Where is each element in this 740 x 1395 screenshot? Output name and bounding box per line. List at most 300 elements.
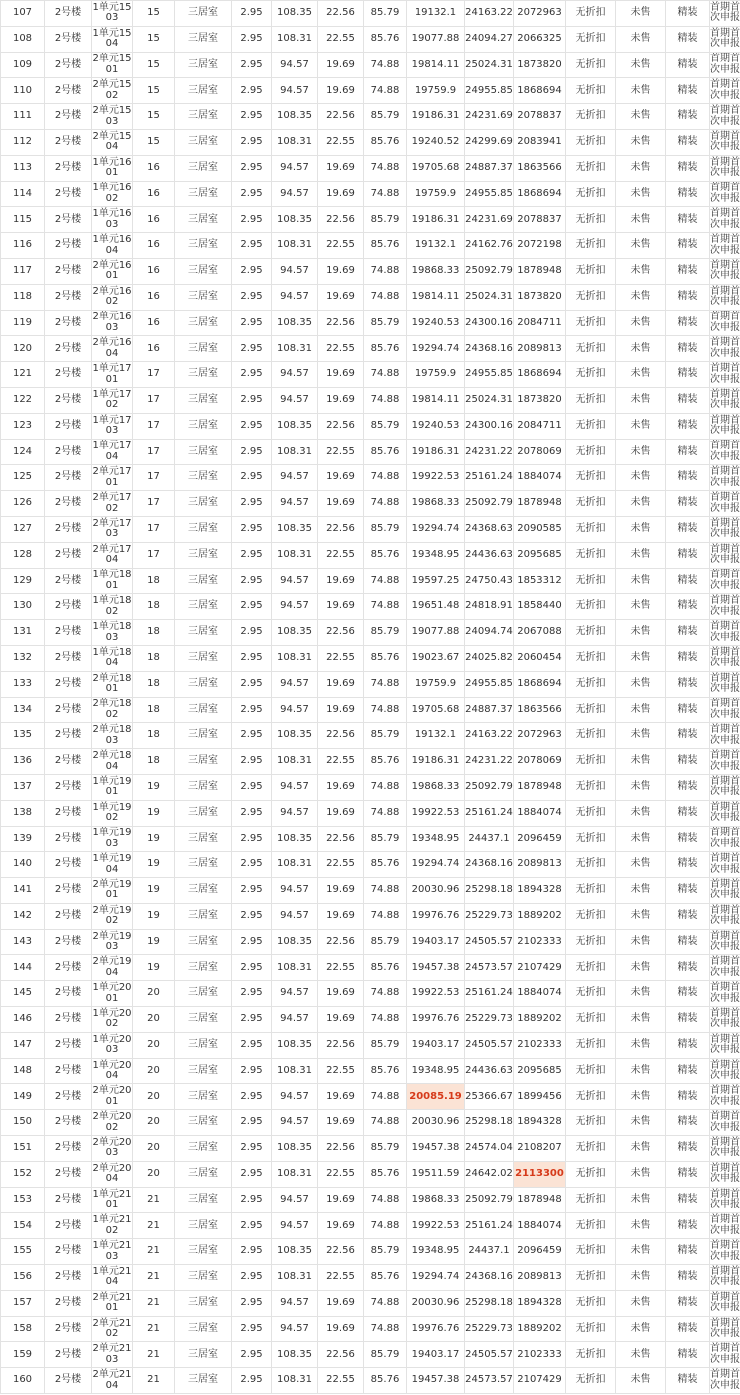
cell-filing-note: 首期首次申报	[710, 207, 740, 233]
cell-shared-area: 22.56	[318, 310, 364, 336]
cell-total-price: 1868694	[514, 362, 566, 388]
cell-row-no: 131	[1, 620, 45, 646]
cell-shared-area: 22.56	[318, 1239, 364, 1265]
cell-building: 2号楼	[45, 1058, 92, 1084]
cell-filing-note: 首期首次申报	[710, 1213, 740, 1239]
cell-discount: 无折扣	[566, 1110, 616, 1136]
table-row	[1, 800, 740, 826]
table-row	[1, 852, 740, 878]
table-row	[1, 129, 740, 155]
table-row	[1, 413, 740, 439]
cell-layout: 三居室	[175, 362, 232, 388]
cell-decoration: 精装	[666, 955, 710, 981]
cell-gross-area: 94.57	[272, 258, 318, 284]
cell-floor-height: 2.95	[232, 104, 272, 130]
cell-shared-area: 22.56	[318, 1342, 364, 1368]
cell-sale-status: 未售	[616, 594, 666, 620]
cell-total-price: 1899456	[514, 1084, 566, 1110]
cell-floor-height: 2.95	[232, 1368, 272, 1394]
cell-filing-note: 首期首次申报	[710, 362, 740, 388]
cell-discount: 无折扣	[566, 104, 616, 130]
cell-shared-area: 22.55	[318, 1265, 364, 1291]
cell-filing-note: 首期首次申报	[710, 671, 740, 697]
cell-row-no: 140	[1, 852, 45, 878]
cell-gross-area: 108.31	[272, 26, 318, 52]
cell-decoration: 精装	[666, 1342, 710, 1368]
cell-building: 2号楼	[45, 1316, 92, 1342]
cell-decoration: 精装	[666, 1368, 710, 1394]
cell-discount: 无折扣	[566, 981, 616, 1007]
cell-floor-height: 2.95	[232, 516, 272, 542]
cell-shared-area: 22.56	[318, 620, 364, 646]
cell-total-price: 2107429	[514, 1368, 566, 1394]
cell-unit-room: 2单元1802	[92, 697, 133, 723]
table-row	[1, 1032, 740, 1058]
cell-inner-unit-price: 24231.22	[465, 439, 514, 465]
cell-filing-note: 首期首次申报	[710, 1290, 740, 1316]
cell-filing-note: 首期首次申报	[710, 181, 740, 207]
cell-total-price: 1858440	[514, 594, 566, 620]
cell-inner-unit-price: 24300.16	[465, 310, 514, 336]
cell-unit-room: 1单元1703	[92, 413, 133, 439]
cell-floor: 19	[133, 852, 175, 878]
cell-filing-note: 首期首次申报	[710, 981, 740, 1007]
cell-layout: 三居室	[175, 284, 232, 310]
cell-gross-unit-price: 19976.76	[407, 903, 465, 929]
cell-gross-area: 108.35	[272, 1, 318, 27]
cell-inner-unit-price: 24368.63	[465, 516, 514, 542]
cell-total-price: 1863566	[514, 155, 566, 181]
cell-row-no: 159	[1, 1342, 45, 1368]
table-row	[1, 258, 740, 284]
cell-decoration: 精装	[666, 1, 710, 27]
cell-inner-unit-price: 24162.76	[465, 233, 514, 259]
cell-total-price: 2089813	[514, 1265, 566, 1291]
cell-building: 2号楼	[45, 749, 92, 775]
cell-gross-area: 94.57	[272, 465, 318, 491]
cell-sale-status: 未售	[616, 620, 666, 646]
table-row	[1, 207, 740, 233]
cell-layout: 三居室	[175, 929, 232, 955]
cell-total-price: 1889202	[514, 1316, 566, 1342]
cell-layout: 三居室	[175, 52, 232, 78]
cell-shared-area: 22.56	[318, 929, 364, 955]
cell-sale-status: 未售	[616, 1187, 666, 1213]
cell-unit-room: 1单元1901	[92, 774, 133, 800]
cell-unit-room: 1单元1702	[92, 387, 133, 413]
cell-sale-status: 未售	[616, 1213, 666, 1239]
cell-sale-status: 未售	[616, 1007, 666, 1033]
cell-floor-height: 2.95	[232, 955, 272, 981]
cell-inner-area: 74.88	[364, 387, 407, 413]
cell-sale-status: 未售	[616, 1032, 666, 1058]
cell-sale-status: 未售	[616, 516, 666, 542]
cell-total-price: 2096459	[514, 826, 566, 852]
cell-unit-room: 2单元2104	[92, 1368, 133, 1394]
cell-row-no: 158	[1, 1316, 45, 1342]
cell-inner-unit-price: 24505.57	[465, 1342, 514, 1368]
cell-row-no: 142	[1, 903, 45, 929]
cell-discount: 无折扣	[566, 233, 616, 259]
cell-decoration: 精装	[666, 129, 710, 155]
cell-unit-room: 1单元1804	[92, 645, 133, 671]
cell-discount: 无折扣	[566, 749, 616, 775]
cell-row-no: 130	[1, 594, 45, 620]
cell-filing-note: 首期首次申报	[710, 26, 740, 52]
cell-gross-unit-price: 19922.53	[407, 800, 465, 826]
cell-gross-unit-price: 20030.96	[407, 1290, 465, 1316]
cell-unit-room: 1单元1503	[92, 1, 133, 27]
cell-unit-room: 1单元1704	[92, 439, 133, 465]
table-row	[1, 697, 740, 723]
cell-filing-note: 首期首次申报	[710, 284, 740, 310]
cell-building: 2号楼	[45, 981, 92, 1007]
cell-floor-height: 2.95	[232, 1239, 272, 1265]
cell-discount: 无折扣	[566, 1032, 616, 1058]
cell-floor: 19	[133, 878, 175, 904]
cell-decoration: 精装	[666, 981, 710, 1007]
cell-inner-unit-price: 25024.31	[465, 284, 514, 310]
cell-decoration: 精装	[666, 1316, 710, 1342]
table-row	[1, 1, 740, 27]
cell-floor-height: 2.95	[232, 749, 272, 775]
cell-filing-note: 首期首次申报	[710, 620, 740, 646]
cell-building: 2号楼	[45, 336, 92, 362]
cell-decoration: 精装	[666, 1110, 710, 1136]
cell-gross-area: 108.35	[272, 826, 318, 852]
cell-filing-note: 首期首次申报	[710, 1136, 740, 1162]
cell-total-price: 2060454	[514, 645, 566, 671]
cell-total-price: 1878948	[514, 1187, 566, 1213]
cell-gross-area: 108.35	[272, 1136, 318, 1162]
cell-discount: 无折扣	[566, 1213, 616, 1239]
cell-discount: 无折扣	[566, 723, 616, 749]
cell-row-no: 138	[1, 800, 45, 826]
cell-sale-status: 未售	[616, 233, 666, 259]
cell-row-no: 111	[1, 104, 45, 130]
cell-gross-unit-price: 19294.74	[407, 1265, 465, 1291]
cell-total-price: 2089813	[514, 336, 566, 362]
cell-filing-note: 首期首次申报	[710, 723, 740, 749]
cell-building: 2号楼	[45, 387, 92, 413]
cell-floor-height: 2.95	[232, 362, 272, 388]
cell-decoration: 精装	[666, 387, 710, 413]
cell-floor-height: 2.95	[232, 439, 272, 465]
cell-layout: 三居室	[175, 1368, 232, 1394]
cell-row-no: 112	[1, 129, 45, 155]
cell-floor: 19	[133, 929, 175, 955]
cell-inner-area: 74.88	[364, 981, 407, 1007]
cell-layout: 三居室	[175, 620, 232, 646]
cell-unit-room: 2单元2001	[92, 1084, 133, 1110]
table-row	[1, 26, 740, 52]
cell-floor-height: 2.95	[232, 774, 272, 800]
cell-building: 2号楼	[45, 1187, 92, 1213]
cell-floor-height: 2.95	[232, 929, 272, 955]
cell-inner-area: 74.88	[364, 52, 407, 78]
cell-inner-unit-price: 24437.1	[465, 1239, 514, 1265]
cell-layout: 三居室	[175, 78, 232, 104]
cell-sale-status: 未售	[616, 465, 666, 491]
cell-decoration: 精装	[666, 1032, 710, 1058]
cell-inner-unit-price: 24299.69	[465, 129, 514, 155]
cell-floor: 16	[133, 207, 175, 233]
cell-building: 2号楼	[45, 645, 92, 671]
table-row	[1, 568, 740, 594]
cell-layout: 三居室	[175, 671, 232, 697]
cell-filing-note: 首期首次申报	[710, 1007, 740, 1033]
cell-floor: 17	[133, 439, 175, 465]
cell-floor: 15	[133, 104, 175, 130]
cell-layout: 三居室	[175, 774, 232, 800]
cell-floor-height: 2.95	[232, 852, 272, 878]
cell-filing-note: 首期首次申报	[710, 1161, 740, 1187]
cell-floor: 21	[133, 1368, 175, 1394]
cell-gross-unit-price: 19868.33	[407, 491, 465, 517]
cell-total-price: 1894328	[514, 878, 566, 904]
cell-gross-unit-price: 19457.38	[407, 1136, 465, 1162]
cell-decoration: 精装	[666, 749, 710, 775]
cell-total-price: 2078069	[514, 749, 566, 775]
cell-unit-room: 1单元2103	[92, 1239, 133, 1265]
cell-sale-status: 未售	[616, 362, 666, 388]
cell-discount: 无折扣	[566, 207, 616, 233]
cell-filing-note: 首期首次申报	[710, 1058, 740, 1084]
cell-inner-area: 85.79	[364, 929, 407, 955]
cell-layout: 三居室	[175, 104, 232, 130]
table-row	[1, 645, 740, 671]
cell-floor-height: 2.95	[232, 129, 272, 155]
cell-sale-status: 未售	[616, 1342, 666, 1368]
cell-shared-area: 22.55	[318, 749, 364, 775]
table-row	[1, 826, 740, 852]
table-row	[1, 439, 740, 465]
cell-total-price: 1884074	[514, 1213, 566, 1239]
cell-shared-area: 22.55	[318, 645, 364, 671]
cell-discount: 无折扣	[566, 929, 616, 955]
cell-shared-area: 19.69	[318, 981, 364, 1007]
cell-filing-note: 首期首次申报	[710, 439, 740, 465]
cell-floor: 17	[133, 362, 175, 388]
cell-floor: 17	[133, 491, 175, 517]
cell-floor-height: 2.95	[232, 1213, 272, 1239]
cell-sale-status: 未售	[616, 774, 666, 800]
cell-building: 2号楼	[45, 723, 92, 749]
cell-gross-unit-price: 19077.88	[407, 26, 465, 52]
cell-layout: 三居室	[175, 723, 232, 749]
cell-shared-area: 22.55	[318, 1058, 364, 1084]
cell-inner-area: 74.88	[364, 362, 407, 388]
cell-discount: 无折扣	[566, 1316, 616, 1342]
cell-shared-area: 19.69	[318, 671, 364, 697]
cell-shared-area: 19.69	[318, 181, 364, 207]
cell-decoration: 精装	[666, 310, 710, 336]
cell-shared-area: 22.56	[318, 826, 364, 852]
cell-discount: 无折扣	[566, 1342, 616, 1368]
cell-row-no: 113	[1, 155, 45, 181]
cell-floor-height: 2.95	[232, 155, 272, 181]
cell-filing-note: 首期首次申报	[710, 258, 740, 284]
cell-inner-area: 74.88	[364, 258, 407, 284]
cell-filing-note: 首期首次申报	[710, 310, 740, 336]
cell-floor: 18	[133, 697, 175, 723]
cell-row-no: 160	[1, 1368, 45, 1394]
cell-building: 2号楼	[45, 929, 92, 955]
cell-decoration: 精装	[666, 1058, 710, 1084]
table-row	[1, 1007, 740, 1033]
cell-sale-status: 未售	[616, 155, 666, 181]
cell-floor: 20	[133, 1007, 175, 1033]
cell-filing-note: 首期首次申报	[710, 1, 740, 27]
cell-sale-status: 未售	[616, 955, 666, 981]
cell-gross-unit-price: 19868.33	[407, 258, 465, 284]
cell-gross-unit-price: 19348.95	[407, 826, 465, 852]
cell-sale-status: 未售	[616, 1084, 666, 1110]
cell-discount: 无折扣	[566, 155, 616, 181]
cell-building: 2号楼	[45, 852, 92, 878]
cell-discount: 无折扣	[566, 645, 616, 671]
cell-decoration: 精装	[666, 362, 710, 388]
cell-layout: 三居室	[175, 233, 232, 259]
cell-filing-note: 首期首次申报	[710, 594, 740, 620]
cell-inner-area: 85.79	[364, 1, 407, 27]
cell-layout: 三居室	[175, 1342, 232, 1368]
cell-row-no: 115	[1, 207, 45, 233]
cell-shared-area: 22.55	[318, 852, 364, 878]
cell-unit-room: 1单元1601	[92, 155, 133, 181]
cell-building: 2号楼	[45, 1136, 92, 1162]
cell-layout: 三居室	[175, 542, 232, 568]
cell-building: 2号楼	[45, 413, 92, 439]
cell-layout: 三居室	[175, 697, 232, 723]
cell-total-price: 2067088	[514, 620, 566, 646]
cell-total-price: 1884074	[514, 981, 566, 1007]
cell-decoration: 精装	[666, 1007, 710, 1033]
cell-row-no: 118	[1, 284, 45, 310]
cell-row-no: 109	[1, 52, 45, 78]
cell-discount: 无折扣	[566, 1007, 616, 1033]
cell-floor: 19	[133, 800, 175, 826]
cell-decoration: 精装	[666, 336, 710, 362]
cell-gross-area: 108.35	[272, 516, 318, 542]
table-row	[1, 1161, 740, 1187]
table-row	[1, 1084, 740, 1110]
cell-sale-status: 未售	[616, 439, 666, 465]
cell-layout: 三居室	[175, 129, 232, 155]
cell-floor-height: 2.95	[232, 1342, 272, 1368]
cell-gross-area: 108.31	[272, 749, 318, 775]
cell-gross-unit-price: 19759.9	[407, 181, 465, 207]
cell-row-no: 107	[1, 1, 45, 27]
cell-inner-unit-price: 24642.02	[465, 1161, 514, 1187]
cell-row-no: 139	[1, 826, 45, 852]
cell-inner-area: 85.76	[364, 852, 407, 878]
cell-total-price: 2095685	[514, 1058, 566, 1084]
cell-floor: 17	[133, 516, 175, 542]
table-row	[1, 1316, 740, 1342]
cell-inner-unit-price: 25092.79	[465, 491, 514, 517]
cell-layout: 三居室	[175, 955, 232, 981]
cell-shared-area: 22.55	[318, 439, 364, 465]
cell-row-no: 153	[1, 1187, 45, 1213]
cell-floor: 15	[133, 78, 175, 104]
cell-building: 2号楼	[45, 774, 92, 800]
cell-floor: 19	[133, 903, 175, 929]
cell-inner-unit-price: 25229.73	[465, 903, 514, 929]
cell-sale-status: 未售	[616, 929, 666, 955]
cell-discount: 无折扣	[566, 594, 616, 620]
cell-total-price: 2078837	[514, 207, 566, 233]
cell-building: 2号楼	[45, 181, 92, 207]
cell-filing-note: 首期首次申报	[710, 413, 740, 439]
cell-gross-unit-price: 19023.67	[407, 645, 465, 671]
cell-discount: 无折扣	[566, 542, 616, 568]
cell-floor-height: 2.95	[232, 697, 272, 723]
cell-decoration: 精装	[666, 1290, 710, 1316]
cell-shared-area: 19.69	[318, 1213, 364, 1239]
cell-floor-height: 2.95	[232, 1084, 272, 1110]
cell-sale-status: 未售	[616, 26, 666, 52]
cell-floor: 21	[133, 1239, 175, 1265]
cell-shared-area: 22.56	[318, 1136, 364, 1162]
cell-decoration: 精装	[666, 1161, 710, 1187]
cell-gross-unit-price: 19240.52	[407, 129, 465, 155]
cell-building: 2号楼	[45, 516, 92, 542]
cell-gross-unit-price: 19132.1	[407, 723, 465, 749]
cell-floor: 20	[133, 1084, 175, 1110]
cell-unit-room: 2单元1601	[92, 258, 133, 284]
cell-shared-area: 22.55	[318, 26, 364, 52]
cell-discount: 无折扣	[566, 774, 616, 800]
cell-shared-area: 19.69	[318, 491, 364, 517]
cell-building: 2号楼	[45, 1, 92, 27]
cell-building: 2号楼	[45, 1161, 92, 1187]
cell-floor: 21	[133, 1213, 175, 1239]
cell-floor: 21	[133, 1265, 175, 1291]
cell-sale-status: 未售	[616, 723, 666, 749]
cell-floor: 16	[133, 258, 175, 284]
cell-discount: 无折扣	[566, 413, 616, 439]
cell-shared-area: 19.69	[318, 1290, 364, 1316]
cell-sale-status: 未售	[616, 645, 666, 671]
cell-floor: 19	[133, 955, 175, 981]
cell-filing-note: 首期首次申报	[710, 233, 740, 259]
cell-row-no: 126	[1, 491, 45, 517]
cell-total-price: 2072963	[514, 1, 566, 27]
cell-gross-unit-price: 19457.38	[407, 1368, 465, 1394]
cell-inner-area: 85.76	[364, 336, 407, 362]
cell-floor-height: 2.95	[232, 903, 272, 929]
cell-gross-unit-price: 19348.95	[407, 542, 465, 568]
cell-gross-unit-price: 19186.31	[407, 104, 465, 130]
cell-inner-unit-price: 24231.69	[465, 104, 514, 130]
cell-gross-unit-price: 19705.68	[407, 697, 465, 723]
cell-gross-unit-price: 19759.9	[407, 362, 465, 388]
cell-total-price: 2083941	[514, 129, 566, 155]
cell-decoration: 精装	[666, 413, 710, 439]
cell-floor-height: 2.95	[232, 465, 272, 491]
cell-gross-unit-price: 19403.17	[407, 1032, 465, 1058]
cell-total-price: 2096459	[514, 1239, 566, 1265]
cell-filing-note: 首期首次申报	[710, 465, 740, 491]
cell-unit-room: 2单元2102	[92, 1316, 133, 1342]
cell-layout: 三居室	[175, 1058, 232, 1084]
cell-discount: 无折扣	[566, 258, 616, 284]
cell-inner-unit-price: 24750.43	[465, 568, 514, 594]
cell-gross-unit-price: 19132.1	[407, 233, 465, 259]
cell-row-no: 143	[1, 929, 45, 955]
cell-row-no: 157	[1, 1290, 45, 1316]
